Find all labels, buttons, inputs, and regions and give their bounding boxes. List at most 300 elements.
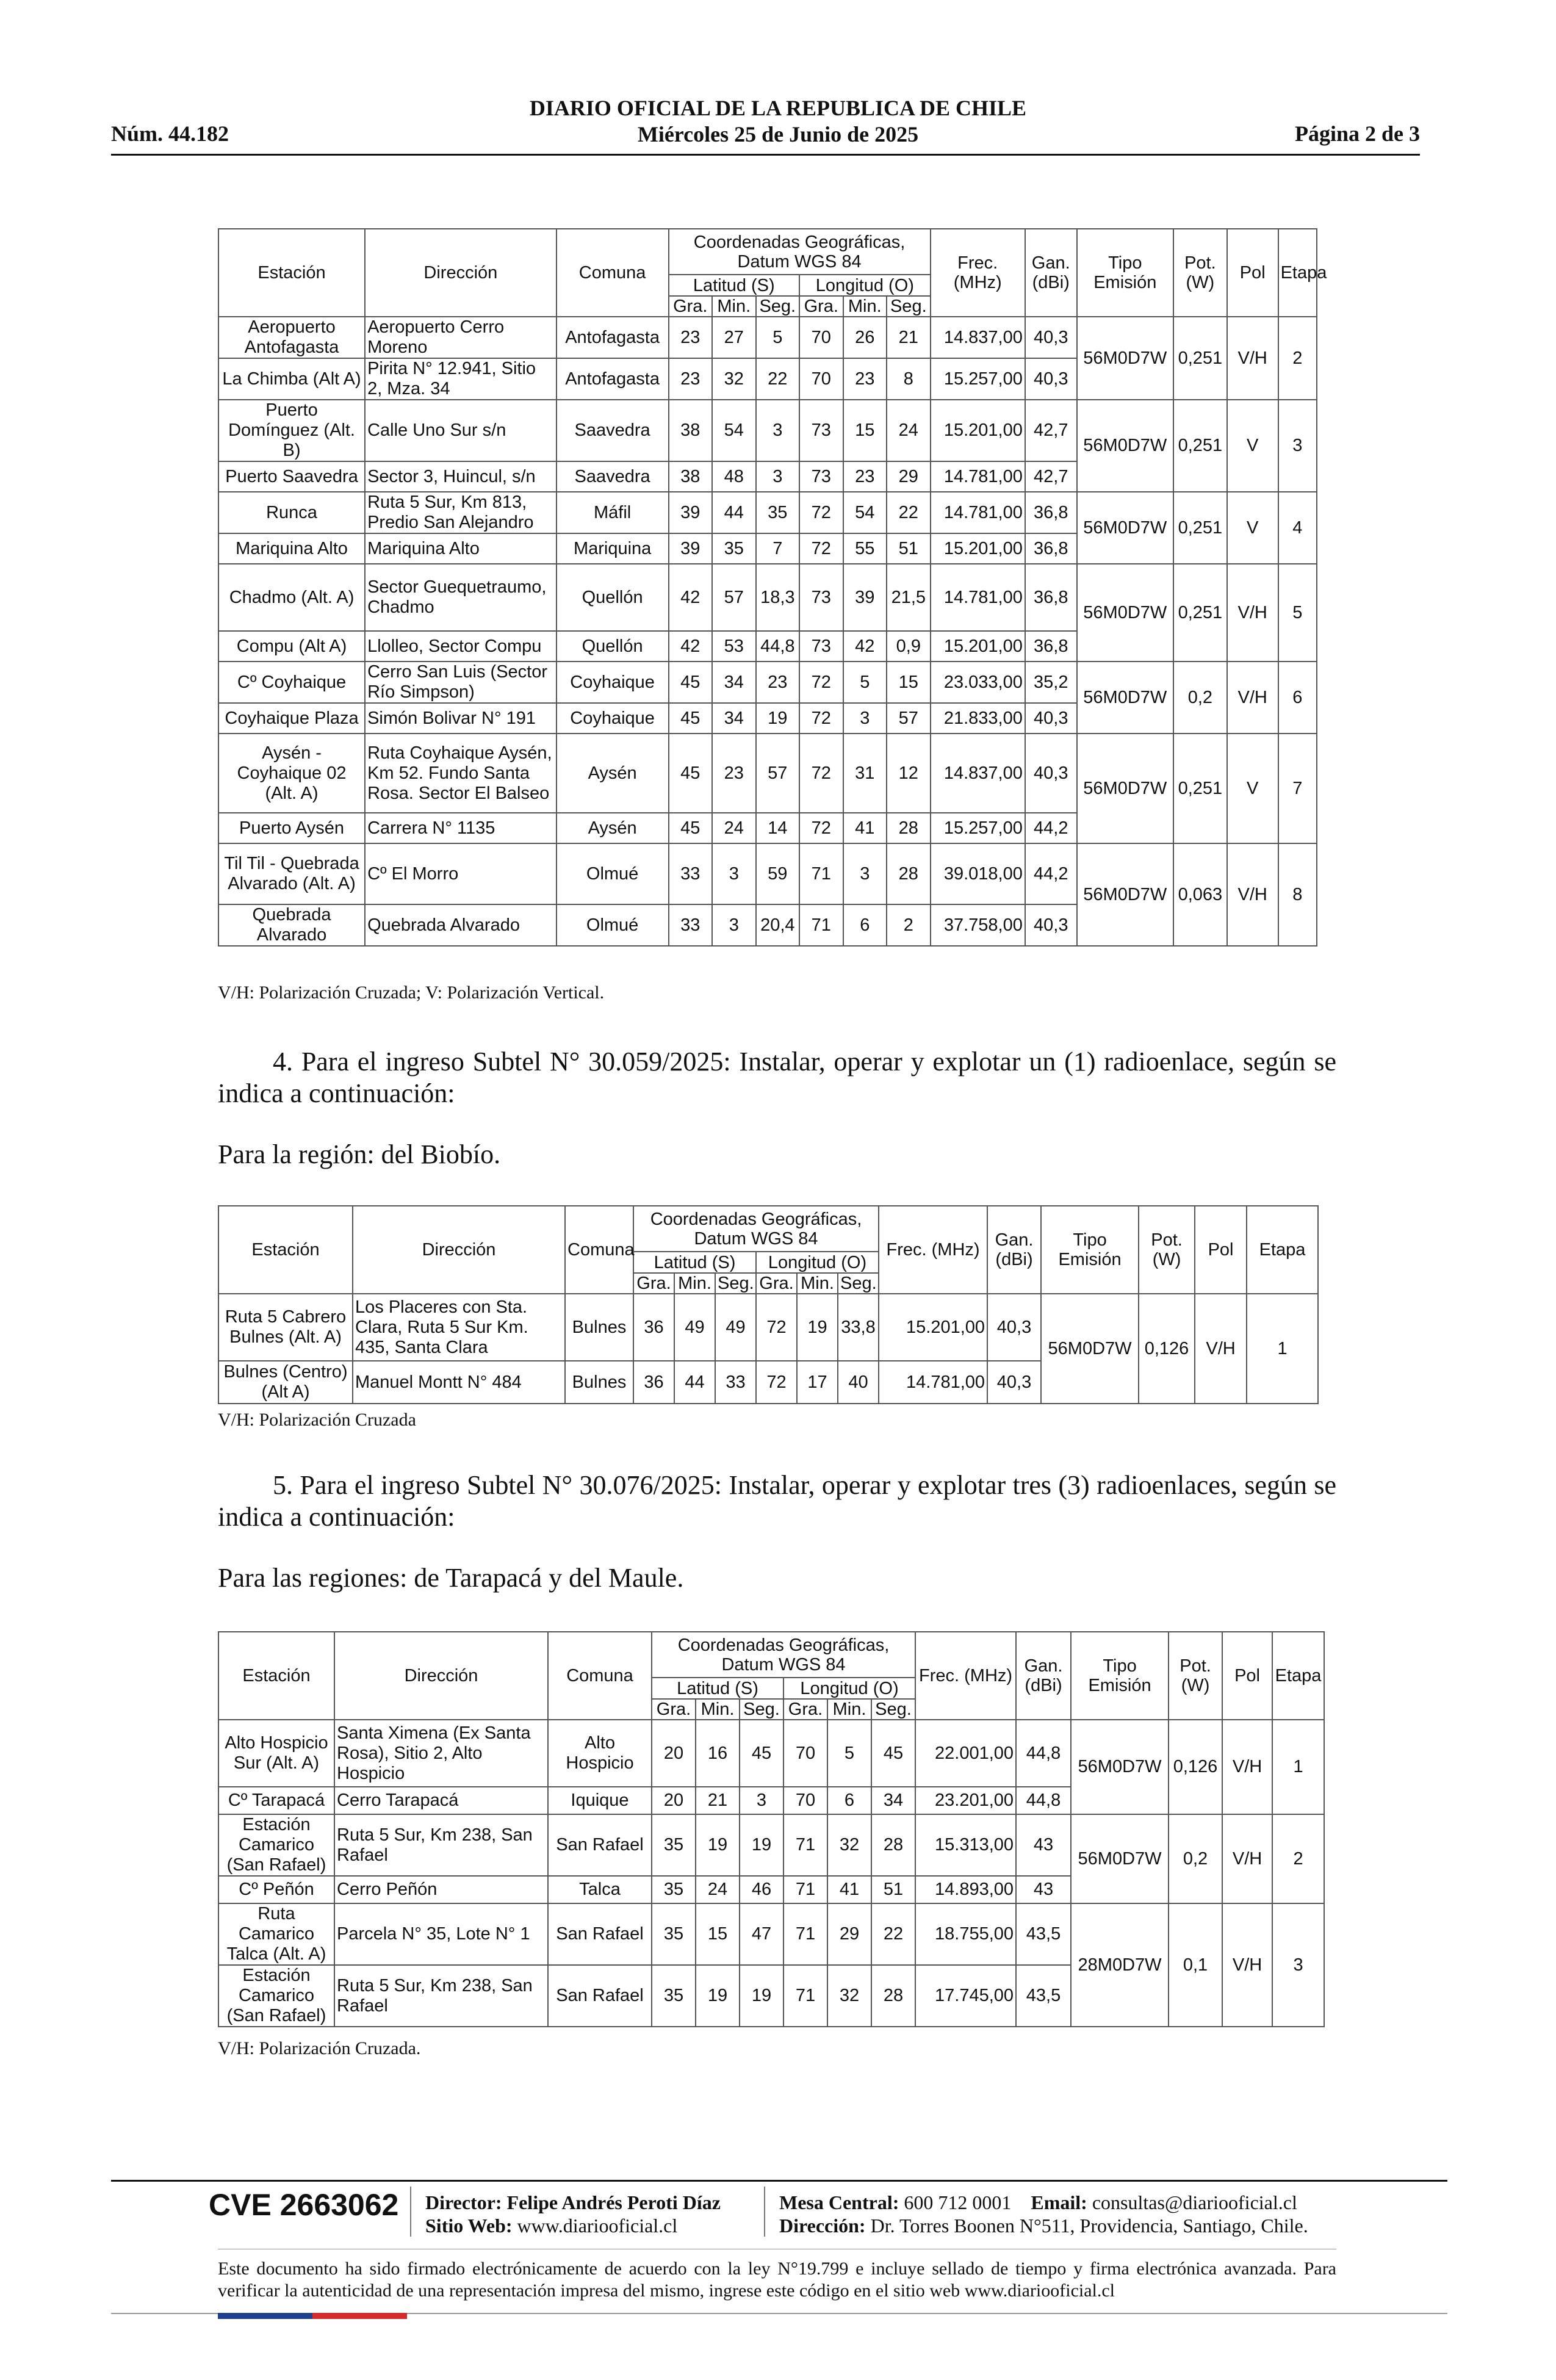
cell-lat-g: 20	[652, 1720, 696, 1787]
cell-lon-s: 45	[871, 1720, 915, 1787]
col-header-direccion: Dirección	[353, 1206, 565, 1294]
cell-pot: 0,126	[1139, 1294, 1195, 1404]
cell-lat-g: 35	[652, 1903, 696, 1965]
cell-lat-m: 44	[674, 1361, 715, 1404]
cell-frec: 14.781,00	[879, 1361, 987, 1404]
cell-lon-m: 3	[843, 703, 887, 734]
cell-frec: 23.201,00	[915, 1787, 1016, 1814]
cell-gan: 40,3	[1025, 358, 1077, 400]
cell-direccion: Carrera N° 1135	[365, 813, 556, 843]
cell-comuna: San Rafael	[548, 1903, 652, 1965]
cell-direccion: Quebrada Alvarado	[365, 904, 556, 946]
cell-comuna: Quellón	[556, 564, 669, 631]
cell-frec: 22.001,00	[915, 1720, 1016, 1787]
radiolink-table-1	[218, 228, 1327, 947]
cell-frec: 39.018,00	[931, 843, 1025, 904]
footer-separator	[410, 2187, 411, 2237]
mesa-label: Mesa Central:	[779, 2191, 899, 2213]
cell-gan: 40,3	[1025, 904, 1077, 946]
cell-estacion: Aysén - Coyhaique 02 (Alt. A)	[218, 734, 365, 813]
cell-direccion: Los Placeres con Sta. Clara, Ruta 5 Sur Km. 435, Santa Clara	[353, 1294, 565, 1361]
col-header-tipo-emision: Tipo Emisión	[1077, 229, 1173, 317]
cell-lon-g: 70	[783, 1787, 827, 1814]
newspaper-title: DIARIO OFICIAL DE LA REPUBLICA DE CHILE	[529, 96, 1027, 120]
table-3-note: V/H: Polarización Cruzada.	[218, 2038, 421, 2058]
cell-pol: V/H	[1227, 317, 1278, 400]
cell-direccion: Ruta 5 Sur, Km 238, San Rafael	[334, 1965, 548, 2027]
cell-estacion: Cº Peñón	[218, 1876, 334, 1903]
cell-estacion: La Chimba (Alt A)	[218, 358, 365, 400]
cell-lon-s: 33,8	[838, 1294, 879, 1361]
cell-frec: 15.201,00	[931, 400, 1025, 461]
cell-lon-g: 73	[799, 400, 843, 461]
col-header-min: Min.	[674, 1273, 715, 1294]
cell-comuna: Olmué	[556, 904, 669, 946]
cell-lon-s: 24	[887, 400, 931, 461]
page-indicator: Página 2 de 3	[1294, 121, 1420, 146]
cell-etapa: 3	[1272, 1903, 1324, 2027]
cell-lat-s: 7	[756, 533, 800, 564]
cell-lat-s: 14	[756, 813, 800, 843]
cell-lon-m: 32	[827, 1965, 871, 2027]
cell-tipo-emision: 56M0D7W	[1071, 1720, 1169, 1814]
cell-tipo-emision: 56M0D7W	[1077, 564, 1173, 662]
cell-lon-g: 72	[799, 533, 843, 564]
cell-lat-g: 45	[669, 813, 713, 843]
cell-pot: 0,251	[1173, 734, 1227, 843]
cell-lon-m: 26	[843, 317, 887, 358]
cell-lat-s: 33	[715, 1361, 756, 1404]
section-5-paragraph: 5. Para el ingreso Subtel N° 30.076/2025: Instalar, operar y explotar tres (3) radioenlaces, según se indica a continuación:	[218, 1470, 1336, 1532]
issue-date: Miércoles 25 de Junio de 2025	[637, 122, 919, 146]
cell-lon-m: 17	[797, 1361, 838, 1404]
table-row	[218, 1720, 1324, 1787]
issue-number: Núm. 44.182	[111, 121, 229, 146]
cell-frec: 15.201,00	[879, 1294, 987, 1361]
cell-lat-s: 47	[740, 1903, 783, 1965]
cell-gan: 40,3	[1025, 317, 1077, 358]
col-header-min: Min.	[843, 296, 887, 317]
cell-direccion: Pirita N° 12.941, Sitio 2, Mza. 34	[365, 358, 556, 400]
cell-lat-g: 36	[633, 1294, 674, 1361]
col-header-pol: Pol	[1195, 1206, 1247, 1294]
footer-separator	[764, 2187, 765, 2237]
cell-lat-m: 48	[712, 461, 756, 492]
cell-lon-s: 28	[887, 843, 931, 904]
cell-tipo-emision: 56M0D7W	[1041, 1294, 1139, 1404]
cell-pot: 0,1	[1169, 1903, 1222, 2027]
cell-gan: 44,8	[1016, 1720, 1071, 1787]
cell-lon-m: 23	[843, 358, 887, 400]
cell-etapa: 4	[1278, 492, 1317, 564]
col-header-seg: Seg.	[871, 1699, 915, 1720]
cell-lat-s: 22	[756, 358, 800, 400]
cell-gan: 36,8	[1025, 533, 1077, 564]
website-link[interactable]: www.diariooficial.cl	[517, 2215, 678, 2237]
col-header-direccion: Dirección	[334, 1632, 548, 1720]
cell-direccion: Ruta 5 Sur, Km 238, San Rafael	[334, 1814, 548, 1876]
cell-gan: 42,7	[1025, 461, 1077, 492]
table-2-note: V/H: Polarización Cruzada	[218, 1410, 416, 1430]
cell-lon-m: 15	[843, 400, 887, 461]
cell-pot: 0,251	[1173, 317, 1227, 400]
cell-gan: 36,8	[1025, 564, 1077, 631]
cell-lat-m: 35	[712, 533, 756, 564]
cell-direccion: Parcela N° 35, Lote N° 1	[334, 1903, 548, 1965]
col-header-etapa: Etapa	[1278, 229, 1317, 317]
mesa-phone: 600 712 0001	[904, 2191, 1012, 2213]
cell-lon-s: 22	[887, 492, 931, 533]
cell-lon-m: 41	[827, 1876, 871, 1903]
cell-lon-s: 57	[887, 703, 931, 734]
cell-lat-s: 46	[740, 1876, 783, 1903]
cell-frec: 14.837,00	[931, 734, 1025, 813]
cell-lon-g: 73	[799, 631, 843, 662]
cell-lat-m: 3	[712, 843, 756, 904]
cell-frec: 23.033,00	[931, 662, 1025, 703]
table-row	[218, 492, 1317, 533]
cell-estacion: Cº Coyhaique	[218, 662, 365, 703]
cell-estacion: Mariquina Alto	[218, 533, 365, 564]
cell-lon-s: 22	[871, 1903, 915, 1965]
col-header-pot: Pot. (W)	[1139, 1206, 1195, 1294]
table-row	[218, 1903, 1324, 1965]
cell-lat-g: 42	[669, 631, 713, 662]
cell-frec: 14.781,00	[931, 492, 1025, 533]
cell-lon-g: 71	[783, 1903, 827, 1965]
cell-lat-g: 38	[669, 461, 713, 492]
cell-direccion: Cerro Peñón	[334, 1876, 548, 1903]
cell-etapa: 3	[1278, 400, 1317, 492]
cell-lat-s: 19	[756, 703, 800, 734]
cell-estacion: Estación Camarico (San Rafael)	[218, 1814, 334, 1876]
col-header-etapa: Etapa	[1247, 1206, 1318, 1294]
cell-frec: 15.201,00	[931, 631, 1025, 662]
cell-lat-g: 42	[669, 564, 713, 631]
cell-lat-m: 16	[696, 1720, 740, 1787]
cell-lon-g: 73	[799, 461, 843, 492]
cell-direccion: Llolleo, Sector Compu	[365, 631, 556, 662]
cell-gan: 40,3	[987, 1361, 1041, 1404]
website-label: Sitio Web:	[425, 2215, 513, 2237]
col-header-latitud: Latitud (S)	[669, 275, 800, 296]
cell-tipo-emision: 56M0D7W	[1077, 843, 1173, 946]
table-row	[218, 843, 1317, 904]
cell-estacion: Estación Camarico (San Rafael)	[218, 1965, 334, 2027]
cell-lon-s: 8	[887, 358, 931, 400]
cell-direccion: Sector Guequetraumo, Chadmo	[365, 564, 556, 631]
cell-pot: 0,126	[1169, 1720, 1222, 1814]
cell-frec: 37.758,00	[931, 904, 1025, 946]
cell-pol: V/H	[1227, 843, 1278, 946]
cell-lat-s: 5	[756, 317, 800, 358]
col-header-pot: Pot. (W)	[1173, 229, 1227, 317]
cell-gan: 43,5	[1016, 1965, 1071, 2027]
cell-pol: V/H	[1222, 1720, 1272, 1814]
cell-lon-m: 32	[827, 1814, 871, 1876]
cell-comuna: Aysén	[556, 813, 669, 843]
col-header-gan: Gan. (dBi)	[1025, 229, 1077, 317]
col-header-seg: Seg.	[715, 1273, 756, 1294]
footer-director-block	[425, 2191, 721, 2237]
cell-lon-g: 72	[756, 1361, 797, 1404]
cell-gan: 40,3	[1025, 734, 1077, 813]
col-header-min: Min.	[696, 1699, 740, 1720]
cell-lat-s: 49	[715, 1294, 756, 1361]
cell-lon-g: 71	[799, 843, 843, 904]
email-label: Email:	[1031, 2191, 1087, 2213]
cell-estacion: Alto Hospicio Sur (Alt. A)	[218, 1720, 334, 1787]
cell-frec: 15.257,00	[931, 358, 1025, 400]
col-header-coordenadas: Coordenadas Geográficas, Datum WGS 84	[633, 1206, 879, 1252]
table-row	[218, 400, 1317, 461]
cell-etapa: 5	[1278, 564, 1317, 662]
cell-estacion: Coyhaique Plaza	[218, 703, 365, 734]
table-row	[218, 1294, 1318, 1361]
col-header-pol: Pol	[1227, 229, 1278, 317]
cell-lat-m: 24	[696, 1876, 740, 1903]
col-header-longitud: Longitud (O)	[756, 1252, 879, 1273]
cell-estacion: Bulnes (Centro) (Alt A)	[218, 1361, 353, 1404]
cell-etapa: 7	[1278, 734, 1317, 843]
cell-estacion: Runca	[218, 492, 365, 533]
cell-lon-s: 15	[887, 662, 931, 703]
col-header-pot: Pot. (W)	[1169, 1632, 1222, 1720]
cell-lat-m: 19	[696, 1965, 740, 2027]
cell-pot: 0,2	[1169, 1814, 1222, 1903]
cell-lat-g: 33	[669, 843, 713, 904]
col-header-comuna: Comuna	[556, 229, 669, 317]
flag-stripe-blue	[218, 2313, 312, 2319]
col-header-gra: Gra.	[669, 296, 713, 317]
cell-gan: 42,7	[1025, 400, 1077, 461]
cell-lat-g: 45	[669, 734, 713, 813]
cell-comuna: Antofagasta	[556, 317, 669, 358]
cell-pot: 0,251	[1173, 492, 1227, 564]
col-header-frec: Frec. (MHz)	[931, 229, 1025, 317]
cell-lon-s: 28	[887, 813, 931, 843]
table-row	[218, 1814, 1324, 1876]
col-header-estacion: Estación	[218, 1206, 353, 1294]
cell-comuna: Quellón	[556, 631, 669, 662]
cell-lat-g: 20	[652, 1787, 696, 1814]
cell-etapa: 2	[1272, 1814, 1324, 1903]
cell-lat-m: 21	[696, 1787, 740, 1814]
cell-lat-s: 45	[740, 1720, 783, 1787]
col-header-seg: Seg.	[740, 1699, 783, 1720]
cell-estacion: Puerto Aysén	[218, 813, 365, 843]
cell-gan: 36,8	[1025, 492, 1077, 533]
cell-lat-s: 20,4	[756, 904, 800, 946]
email-link[interactable]: consultas@diariooficial.cl	[1092, 2191, 1297, 2213]
cell-lat-s: 18,3	[756, 564, 800, 631]
cell-direccion: Manuel Montt N° 484	[353, 1361, 565, 1404]
cell-frec: 15.201,00	[931, 533, 1025, 564]
cell-direccion: Mariquina Alto	[365, 533, 556, 564]
cell-comuna: Saavedra	[556, 461, 669, 492]
cell-pol: V/H	[1222, 1814, 1272, 1903]
cell-lat-g: 36	[633, 1361, 674, 1404]
cell-estacion: Ruta Camarico Talca (Alt. A)	[218, 1903, 334, 1965]
cell-pot: 0,063	[1173, 843, 1227, 946]
cell-estacion: Quebrada Alvarado	[218, 904, 365, 946]
cell-pol: V	[1227, 492, 1278, 564]
cell-direccion: Santa Ximena (Ex Santa Rosa), Sitio 2, Alto Hospicio	[334, 1720, 548, 1787]
cell-lon-g: 73	[799, 564, 843, 631]
col-header-seg: Seg.	[838, 1273, 879, 1294]
table-row	[218, 734, 1317, 813]
cell-lat-m: 49	[674, 1294, 715, 1361]
cell-pot: 0,2	[1173, 662, 1227, 734]
cell-lon-g: 71	[783, 1814, 827, 1876]
cell-lat-m: 32	[712, 358, 756, 400]
cell-tipo-emision: 56M0D7W	[1077, 317, 1173, 400]
cell-lon-s: 29	[887, 461, 931, 492]
director-label: Director:	[425, 2191, 502, 2213]
cell-lon-s: 40	[838, 1361, 879, 1404]
col-header-gra: Gra.	[799, 296, 843, 317]
cell-lat-g: 45	[669, 662, 713, 703]
cell-lon-g: 72	[799, 813, 843, 843]
col-header-tipo-emision: Tipo Emisión	[1071, 1632, 1169, 1720]
cell-lat-s: 59	[756, 843, 800, 904]
cell-lon-s: 12	[887, 734, 931, 813]
cell-lon-m: 23	[843, 461, 887, 492]
cell-lat-s: 23	[756, 662, 800, 703]
cell-frec: 18.755,00	[915, 1903, 1016, 1965]
cell-pol: V	[1227, 734, 1278, 843]
cell-lon-g: 72	[799, 703, 843, 734]
cell-direccion: Cº El Morro	[365, 843, 556, 904]
cell-lat-m: 54	[712, 400, 756, 461]
cell-lat-g: 39	[669, 533, 713, 564]
cell-lat-s: 19	[740, 1814, 783, 1876]
cell-lat-g: 35	[652, 1814, 696, 1876]
cell-comuna: Aysén	[556, 734, 669, 813]
cell-lon-m: 5	[827, 1720, 871, 1787]
cell-lat-g: 33	[669, 904, 713, 946]
cell-lon-m: 5	[843, 662, 887, 703]
cell-direccion: Calle Uno Sur s/n	[365, 400, 556, 461]
cell-lat-m: 15	[696, 1903, 740, 1965]
cell-lon-m: 42	[843, 631, 887, 662]
cell-direccion: Aeropuerto Cerro Moreno	[365, 317, 556, 358]
col-header-tipo-emision: Tipo Emisión	[1041, 1206, 1139, 1294]
cell-lon-s: 21,5	[887, 564, 931, 631]
director-name: Felipe Andrés Peroti Díaz	[506, 2191, 721, 2213]
cell-gan: 43	[1016, 1814, 1071, 1876]
col-header-latitud: Latitud (S)	[633, 1252, 756, 1273]
table-row	[218, 564, 1317, 631]
cell-etapa: 1	[1247, 1294, 1318, 1404]
cell-lat-m: 27	[712, 317, 756, 358]
radiolink-table-2	[218, 1205, 1319, 1404]
cell-lon-g: 70	[783, 1720, 827, 1787]
cell-lon-g: 72	[756, 1294, 797, 1361]
section-4-paragraph: 4. Para el ingreso Subtel N° 30.059/2025: Instalar, operar y explotar un (1) radioenlace, según se indica a continuación:	[218, 1047, 1336, 1108]
cell-comuna: Mariquina	[556, 533, 669, 564]
cell-etapa: 8	[1278, 843, 1317, 946]
cell-lat-m: 34	[712, 703, 756, 734]
footer-rule-top	[111, 2180, 1447, 2182]
cell-gan: 40,3	[1025, 703, 1077, 734]
cell-estacion: Til Til - Quebrada Alvarado (Alt. A)	[218, 843, 365, 904]
cell-lon-m: 6	[827, 1787, 871, 1814]
cell-lat-g: 38	[669, 400, 713, 461]
cell-lon-g: 72	[799, 492, 843, 533]
cell-lat-m: 53	[712, 631, 756, 662]
section-5-region: Para las regiones: de Tarapacá y del Maule.	[218, 1563, 684, 1593]
col-header-seg: Seg.	[756, 296, 800, 317]
cell-direccion: Cerro Tarapacá	[334, 1787, 548, 1814]
col-header-pol: Pol	[1222, 1632, 1272, 1720]
cell-lat-s: 3	[756, 400, 800, 461]
cell-lon-m: 31	[843, 734, 887, 813]
cell-gan: 36,8	[1025, 631, 1077, 662]
cell-direccion: Ruta 5 Sur, Km 813, Predio San Alejandro	[365, 492, 556, 533]
cell-frec: 21.833,00	[931, 703, 1025, 734]
col-header-gra: Gra.	[756, 1273, 797, 1294]
cell-lat-g: 23	[669, 317, 713, 358]
cell-lat-m: 44	[712, 492, 756, 533]
cell-lat-m: 24	[712, 813, 756, 843]
cell-lat-g: 35	[652, 1876, 696, 1903]
cell-lat-s: 44,8	[756, 631, 800, 662]
cell-lon-g: 71	[783, 1965, 827, 2027]
col-header-seg: Seg.	[887, 296, 931, 317]
cell-lat-m: 19	[696, 1814, 740, 1876]
cell-lon-s: 51	[887, 533, 931, 564]
cell-lat-g: 45	[669, 703, 713, 734]
cell-lon-m: 55	[843, 533, 887, 564]
cell-lon-s: 2	[887, 904, 931, 946]
cell-lon-g: 70	[799, 358, 843, 400]
cell-frec: 15.257,00	[931, 813, 1025, 843]
cell-lon-m: 54	[843, 492, 887, 533]
cell-comuna: Alto Hospicio	[548, 1720, 652, 1787]
cell-direccion: Simón Bolivar N° 191	[365, 703, 556, 734]
address-label: Dirección:	[779, 2215, 866, 2237]
cell-lon-m: 19	[797, 1294, 838, 1361]
cell-lat-m: 57	[712, 564, 756, 631]
col-header-gra: Gra.	[633, 1273, 674, 1294]
col-header-estacion: Estación	[218, 1632, 334, 1720]
col-header-min: Min.	[827, 1699, 871, 1720]
cell-lon-s: 28	[871, 1814, 915, 1876]
radiolink-table-3	[218, 1631, 1325, 2027]
cell-comuna: Máfil	[556, 492, 669, 533]
header-rule	[111, 154, 1420, 156]
cell-lon-m: 29	[827, 1903, 871, 1965]
table-1-note: V/H: Polarización Cruzada; V: Polarización Vertical.	[218, 983, 605, 1003]
col-header-gra: Gra.	[783, 1699, 827, 1720]
cell-lon-g: 70	[799, 317, 843, 358]
cell-comuna: Olmué	[556, 843, 669, 904]
cell-pol: V	[1227, 400, 1278, 492]
cell-direccion: Cerro San Luis (Sector Río Simpson)	[365, 662, 556, 703]
cell-pol: V/H	[1222, 1903, 1272, 2027]
cell-etapa: 2	[1278, 317, 1317, 400]
cell-lon-m: 41	[843, 813, 887, 843]
cell-estacion: Ruta 5 Cabrero Bulnes (Alt. A)	[218, 1294, 353, 1361]
col-header-frec: Frec. (MHz)	[915, 1632, 1016, 1720]
table-row	[218, 317, 1317, 358]
cell-lon-s: 0,9	[887, 631, 931, 662]
col-header-coordenadas: Coordenadas Geográficas, Datum WGS 84	[652, 1632, 915, 1678]
flag-stripe-red	[312, 2313, 407, 2319]
cell-lat-m: 34	[712, 662, 756, 703]
cell-lon-m: 3	[843, 843, 887, 904]
